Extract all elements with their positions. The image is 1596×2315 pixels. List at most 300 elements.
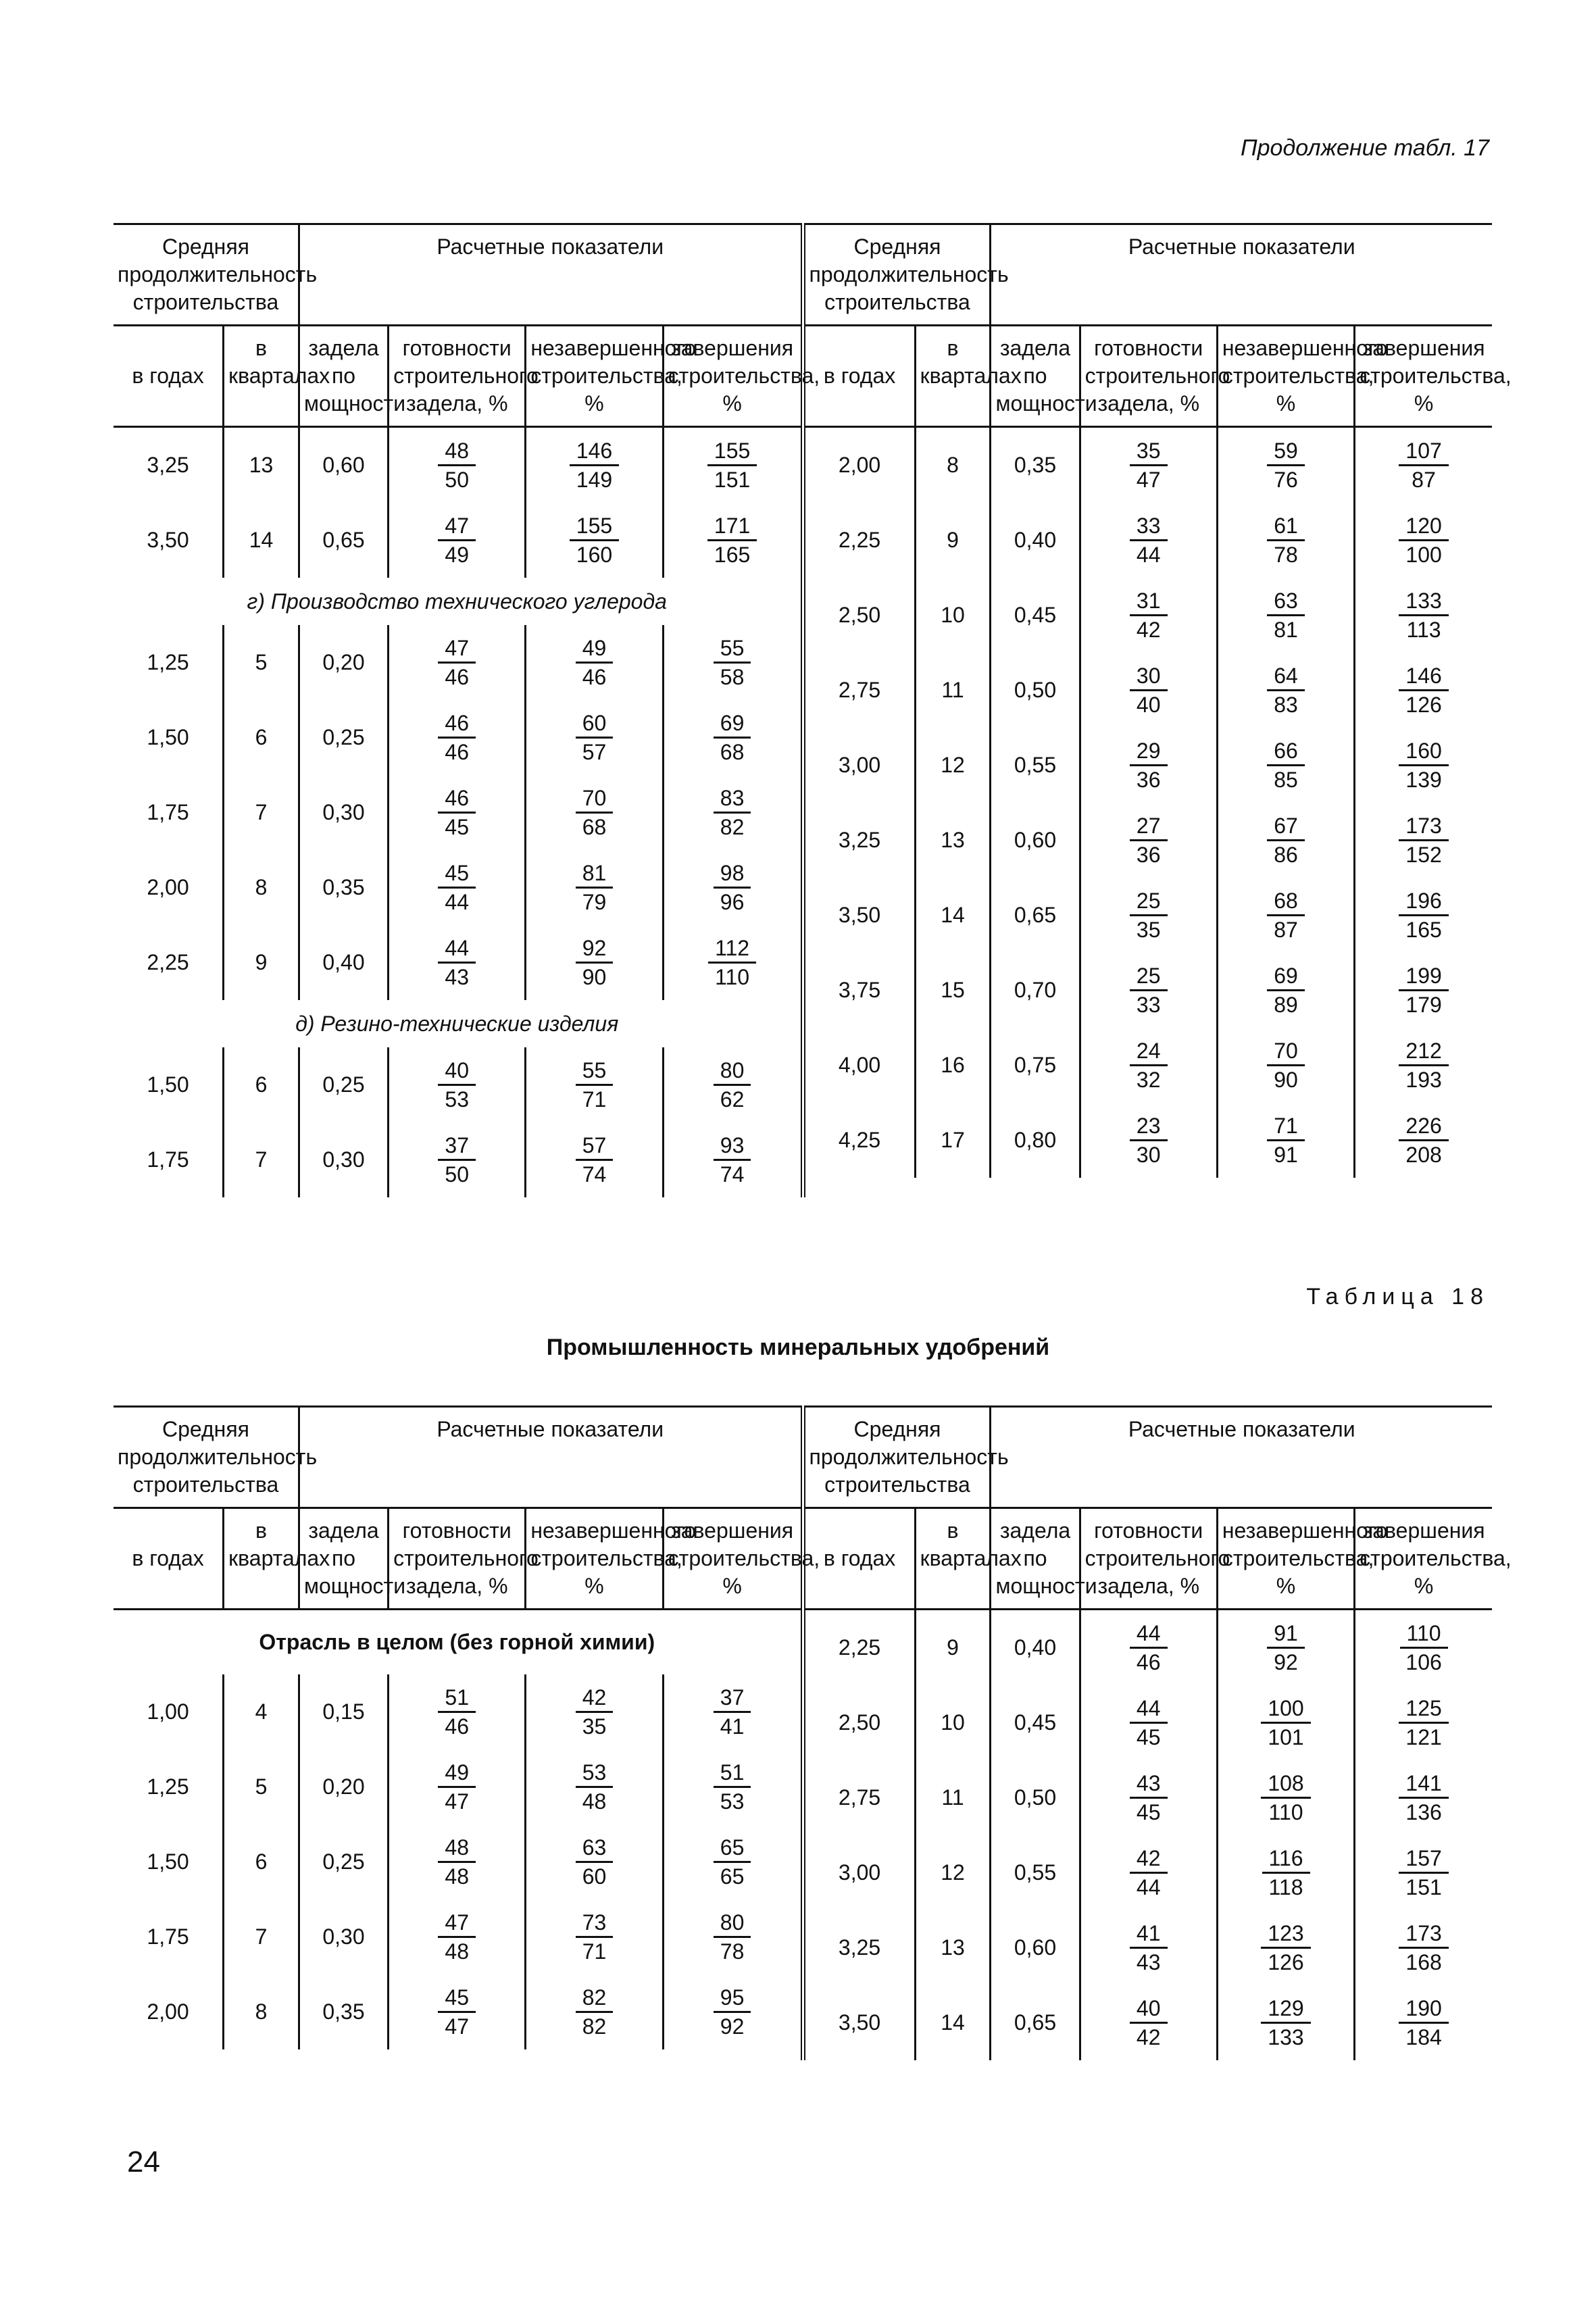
cell-years: 1,00 [147,1699,189,1724]
readiness-fraction-numerator: 44 [1130,1620,1168,1649]
cell-years: 1,50 [147,1849,189,1874]
incomplete-fraction-numerator: 155 [570,512,619,541]
completion-fraction-denominator: 92 [720,2014,745,2039]
incomplete-fraction-denominator: 48 [582,1789,607,1814]
header-completion: завершения строительства, % [663,326,800,427]
readiness-fraction-numerator: 31 [1130,587,1168,616]
cell-readiness [389,850,526,925]
readiness-fraction [438,1834,476,1890]
cell-quarters: 8 [915,428,991,503]
readiness-fraction-numerator: 30 [1130,662,1168,691]
cell-readiness [1080,1028,1217,1103]
header-quarters: в кварталах [224,326,299,427]
cell-quarters: 13 [224,428,299,503]
cell-completion [663,700,800,775]
incomplete-fraction-numerator: 92 [576,935,614,964]
cell-readiness [1080,503,1217,578]
header-row-1 [114,1407,801,1508]
incomplete-fraction-denominator: 81 [1274,618,1298,642]
cell-years: 3,00 [838,1860,881,1885]
cell-years: 1,75 [147,1147,189,1172]
cell-completion [663,1824,800,1899]
cell-capacity: 0,40 [991,1610,1080,1685]
left-half [114,223,820,1197]
cell-incomplete [526,1974,663,2049]
completion-fraction-numerator: 37 [714,1684,751,1713]
completion-fraction [1399,812,1448,868]
cell-incomplete [526,700,663,775]
cell-incomplete [526,1749,663,1824]
readiness-fraction [1130,1920,1168,1976]
header-duration: Средняя продолжительность строительства [114,224,299,326]
section-title: д) Резино-технические изделия [295,1011,619,1036]
cell-incomplete [1217,1760,1354,1835]
table-row [805,878,1493,953]
header-incomplete: незавершенного строительства, % [1217,326,1354,427]
readiness-fraction-denominator: 36 [1136,768,1161,792]
readiness-fraction [1130,662,1168,718]
table-header [805,223,1512,428]
readiness-fraction-numerator: 49 [438,1759,476,1788]
readiness-fraction [438,634,476,691]
cell-capacity: 0,30 [299,1122,388,1197]
header-indicators: Расчетные показатели [991,1407,1492,1508]
cell-quarters: 14 [915,1985,991,2060]
cell-years: 1,25 [147,650,189,674]
cell-years: 3,25 [838,828,881,852]
table-body [805,1610,1493,2060]
completion-fraction [714,1834,751,1890]
cell-readiness [1080,1103,1217,1178]
cell-capacity: 0,75 [991,1028,1080,1103]
readiness-fraction-denominator: 50 [445,468,470,492]
right-half [803,1405,1512,2060]
incomplete-fraction-denominator: 60 [582,1864,607,1889]
header-row-1 [114,224,801,326]
incomplete-fraction [570,437,619,493]
cell-quarters: 7 [224,775,299,850]
incomplete-fraction [1267,662,1305,718]
readiness-fraction-denominator: 32 [1136,1068,1161,1092]
completion-fraction-numerator: 141 [1399,1770,1448,1799]
readiness-fraction-numerator: 27 [1130,812,1168,841]
incomplete-fraction [576,860,614,916]
header-row-1 [805,1407,1493,1508]
incomplete-fraction [576,1759,614,1815]
completion-fraction [1399,662,1448,718]
header-indicators: Расчетные показатели [299,1407,800,1508]
section-row [114,578,801,625]
cell-completion [1355,653,1492,728]
table-row [805,503,1493,578]
incomplete-fraction-denominator: 149 [576,468,613,492]
cell-completion [1355,503,1492,578]
completion-fraction [707,437,757,493]
completion-fraction-numerator: 155 [707,437,757,466]
cell-years: 1,50 [147,1072,189,1097]
cell-readiness [1080,428,1217,503]
incomplete-fraction-numerator: 91 [1267,1620,1305,1649]
table-body [114,428,801,1197]
completion-fraction [1399,737,1448,793]
header-incomplete: незавершенного строительства, % [1217,1508,1354,1610]
completion-fraction [714,1759,751,1815]
incomplete-fraction [1267,512,1305,568]
cell-quarters: 9 [915,1610,991,1685]
readiness-fraction-numerator: 40 [1130,1995,1168,2024]
incomplete-fraction [1261,1920,1310,1976]
header-row-2 [805,1508,1493,1610]
completion-fraction-numerator: 171 [707,512,757,541]
table-row [114,1674,801,1749]
header-duration: Средняя продолжительность строительства [114,1407,299,1508]
readiness-fraction-denominator: 45 [1136,1800,1161,1824]
cell-years: 2,75 [838,1785,881,1810]
section-title: Отрасль в целом (без горной химии) [259,1630,655,1654]
completion-fraction-numerator: 199 [1399,962,1448,991]
header-years: в годах [114,326,224,427]
cell-years: 3,25 [838,1935,881,1960]
header-capacity: задела по мощности [991,326,1080,427]
cell-quarters: 16 [915,1028,991,1103]
incomplete-fraction-numerator: 57 [576,1132,614,1161]
completion-fraction-denominator: 151 [1405,1875,1442,1899]
cell-incomplete [1217,653,1354,728]
cell-years: 3,50 [147,528,189,552]
incomplete-fraction [570,512,619,568]
completion-fraction-denominator: 82 [720,815,745,839]
cell-incomplete [1217,1685,1354,1760]
cell-capacity: 0,50 [991,1760,1080,1835]
cell-capacity: 0,25 [299,700,388,775]
cell-readiness [1080,803,1217,878]
cell-completion [1355,1910,1492,1985]
cell-completion [663,1974,800,2049]
incomplete-fraction [576,634,614,691]
completion-fraction-denominator: 74 [720,1162,745,1187]
table-row [114,1974,801,2049]
completion-fraction-denominator: 168 [1405,1950,1442,1974]
incomplete-fraction-denominator: 68 [582,815,607,839]
completion-fraction [1399,437,1448,493]
header-readiness: готовности строительного задела, % [1080,326,1217,427]
incomplete-fraction-denominator: 85 [1274,768,1298,792]
completion-fraction-numerator: 157 [1399,1845,1448,1874]
completion-fraction [714,1984,751,2040]
readiness-fraction [1130,1620,1168,1676]
readiness-fraction-denominator: 36 [1136,843,1161,867]
completion-fraction-denominator: 58 [720,665,745,689]
incomplete-fraction [1267,1112,1305,1168]
header-indicators: Расчетные показатели [299,224,800,326]
readiness-fraction [438,1984,476,2040]
cell-completion [1355,953,1492,1028]
header-duration: Средняя продолжительность строительства [805,224,991,326]
completion-fraction [714,1057,751,1113]
cell-years: 4,25 [838,1128,881,1152]
completion-fraction [714,710,751,766]
readiness-fraction-denominator: 45 [1136,1725,1161,1749]
readiness-fraction-denominator: 47 [445,2014,470,2039]
incomplete-fraction [1261,1995,1310,2051]
readiness-fraction-denominator: 48 [445,1939,470,1964]
cell-quarters: 5 [224,625,299,700]
cell-quarters: 8 [224,850,299,925]
cell-readiness [389,1674,526,1749]
readiness-fraction [438,710,476,766]
readiness-fraction-numerator: 44 [1130,1695,1168,1724]
table-row [805,1685,1493,1760]
incomplete-fraction-numerator: 55 [576,1057,614,1086]
table-row [805,1910,1493,1985]
incomplete-fraction-numerator: 66 [1267,737,1305,766]
cell-incomplete [1217,1985,1354,2060]
incomplete-fraction-denominator: 110 [1268,1800,1303,1824]
cell-incomplete [526,925,663,1000]
cell-readiness [389,700,526,775]
incomplete-fraction-numerator: 81 [576,860,614,889]
table-18 [114,1405,1512,2060]
incomplete-fraction [1261,1695,1310,1751]
cell-capacity: 0,35 [299,1974,388,2049]
cell-quarters: 11 [915,1760,991,1835]
incomplete-fraction-denominator: 101 [1268,1725,1304,1749]
completion-fraction-numerator: 196 [1399,887,1448,916]
cell-completion [1355,878,1492,953]
completion-fraction-numerator: 110 [1400,1620,1448,1649]
completion-fraction-denominator: 193 [1405,1068,1442,1092]
readiness-fraction-numerator: 25 [1130,887,1168,916]
cell-readiness [389,625,526,700]
table-body [114,1610,801,2049]
completion-fraction [1399,887,1448,943]
readiness-fraction-numerator: 33 [1130,512,1168,541]
cell-completion [663,625,800,700]
completion-fraction [714,634,751,691]
readiness-fraction [438,1684,476,1740]
table-header [114,1405,820,1610]
readiness-fraction-denominator: 43 [445,965,470,989]
incomplete-fraction-numerator: 70 [576,785,614,814]
completion-fraction [1399,1770,1448,1826]
incomplete-fraction-denominator: 90 [582,965,607,989]
incomplete-fraction-numerator: 53 [576,1759,614,1788]
cell-capacity: 0,20 [299,1749,388,1824]
cell-quarters: 4 [224,1674,299,1749]
completion-fraction-denominator: 96 [720,890,745,914]
table-row [114,775,801,850]
cell-quarters: 6 [224,1824,299,1899]
cell-incomplete [526,1047,663,1122]
readiness-fraction [1130,962,1168,1018]
readiness-fraction [1130,437,1168,493]
header-incomplete: незавершенного строительства, % [526,1508,663,1610]
cell-capacity: 0,35 [299,850,388,925]
incomplete-fraction [576,1684,614,1740]
readiness-fraction-denominator: 47 [445,1789,470,1814]
cell-quarters: 13 [915,1910,991,1985]
cell-capacity: 0,70 [991,953,1080,1028]
incomplete-fraction-denominator: 126 [1268,1950,1304,1974]
cell-quarters: 6 [224,1047,299,1122]
readiness-fraction-numerator: 51 [438,1684,476,1713]
table-header [114,223,820,428]
cell-quarters: 9 [915,503,991,578]
readiness-fraction-numerator: 47 [438,634,476,664]
cell-readiness [389,775,526,850]
cell-capacity: 0,25 [299,1047,388,1122]
split-table [114,223,1512,1197]
cell-capacity: 0,65 [991,878,1080,953]
cell-capacity: 0,15 [299,1674,388,1749]
readiness-fraction-denominator: 47 [1136,468,1161,492]
readiness-fraction-numerator: 46 [438,785,476,814]
incomplete-fraction-numerator: 67 [1267,812,1305,841]
header-years: в годах [805,326,916,427]
incomplete-fraction-numerator: 69 [1267,962,1305,991]
readiness-fraction [1130,1037,1168,1093]
cell-incomplete [526,625,663,700]
readiness-fraction-numerator: 48 [438,437,476,466]
incomplete-fraction [1267,812,1305,868]
completion-fraction [1399,1995,1448,2051]
completion-fraction-numerator: 160 [1399,737,1448,766]
cell-incomplete [1217,1028,1354,1103]
cell-quarters: 9 [224,925,299,1000]
readiness-fraction [438,935,476,991]
incomplete-fraction [576,1834,614,1890]
cell-readiness [1080,1610,1217,1685]
readiness-fraction-numerator: 46 [438,710,476,739]
cell-completion [663,1122,800,1197]
incomplete-fraction [576,1057,614,1113]
readiness-fraction [438,1909,476,1965]
cell-years: 2,25 [838,528,881,552]
cell-completion [663,428,800,503]
incomplete-fraction [576,710,614,766]
incomplete-fraction [1261,1770,1310,1826]
completion-fraction-denominator: 208 [1405,1143,1442,1167]
cell-years: 1,50 [147,725,189,749]
incomplete-fraction-denominator: 57 [582,740,607,764]
incomplete-fraction-denominator: 87 [1274,918,1298,942]
table-row [805,578,1493,653]
cell-completion [1355,1985,1492,2060]
completion-fraction-numerator: 83 [714,785,751,814]
header-capacity: задела по мощности [299,1508,388,1610]
cell-capacity: 0,35 [991,428,1080,503]
completion-fraction [1399,1845,1448,1901]
completion-fraction [714,1684,751,1740]
table-row [114,1824,801,1899]
cell-capacity: 0,40 [991,503,1080,578]
completion-fraction-denominator: 106 [1405,1650,1442,1674]
table-row [805,803,1493,878]
completion-fraction-numerator: 80 [714,1057,751,1086]
table-row [805,653,1493,728]
cell-incomplete [526,775,663,850]
readiness-fraction-denominator: 50 [445,1162,470,1187]
cell-incomplete [1217,578,1354,653]
readiness-fraction-denominator: 48 [445,1864,470,1889]
readiness-fraction-numerator: 35 [1130,437,1168,466]
incomplete-fraction-numerator: 63 [576,1834,614,1863]
cell-readiness [389,1974,526,2049]
cell-incomplete [1217,803,1354,878]
cell-years: 3,25 [147,453,189,477]
cell-years: 2,00 [147,875,189,899]
cell-quarters: 10 [915,1685,991,1760]
readiness-fraction-denominator: 40 [1136,693,1161,717]
cell-incomplete [1217,1910,1354,1985]
incomplete-fraction [1267,887,1305,943]
completion-fraction-denominator: 110 [715,965,750,989]
cell-incomplete [526,1824,663,1899]
cell-years: 2,50 [838,1710,881,1735]
readiness-fraction-denominator: 45 [445,815,470,839]
cell-quarters: 6 [224,700,299,775]
cell-readiness [389,428,526,503]
page-header: Продолжение табл. 17 [1241,135,1489,161]
incomplete-fraction-numerator: 60 [576,710,614,739]
incomplete-fraction-denominator: 76 [1274,468,1298,492]
cell-incomplete [526,850,663,925]
completion-fraction-denominator: 113 [1406,618,1441,642]
table-18-label: Таблица 18 [1306,1284,1489,1310]
cell-completion [1355,1835,1492,1910]
cell-capacity: 0,65 [991,1985,1080,2060]
section-title: г) Производство технического углерода [247,589,667,614]
completion-fraction-denominator: 126 [1405,693,1442,717]
cell-years: 3,75 [838,978,881,1002]
completion-fraction-denominator: 121 [1405,1725,1442,1749]
table-row [805,1760,1493,1835]
header-duration: Средняя продолжительность строительства [805,1407,991,1508]
readiness-fraction [1130,512,1168,568]
table-17-continuation [114,223,1512,1197]
table-row [114,625,801,700]
completion-fraction-numerator: 55 [714,634,751,664]
incomplete-fraction-denominator: 89 [1274,993,1298,1017]
readiness-fraction-numerator: 23 [1130,1112,1168,1141]
cell-completion [1355,1028,1492,1103]
incomplete-fraction-denominator: 71 [582,1087,607,1112]
readiness-fraction-numerator: 45 [438,1984,476,2013]
completion-fraction-denominator: 139 [1405,768,1442,792]
readiness-fraction [1130,887,1168,943]
incomplete-fraction-denominator: 46 [582,665,607,689]
header-readiness: готовности строительного задела, % [389,1508,526,1610]
table-body [805,428,1493,1178]
incomplete-fraction-numerator: 49 [576,634,614,664]
readiness-fraction-denominator: 53 [445,1087,470,1112]
completion-fraction-numerator: 80 [714,1909,751,1938]
completion-fraction-numerator: 226 [1399,1112,1448,1141]
readiness-fraction [438,860,476,916]
incomplete-fraction-denominator: 82 [582,2014,607,2039]
incomplete-fraction-denominator: 83 [1274,693,1298,717]
table-row [114,850,801,925]
completion-fraction-numerator: 125 [1399,1695,1448,1724]
cell-capacity: 0,60 [991,1910,1080,1985]
completion-fraction-numerator: 173 [1399,812,1448,841]
cell-incomplete [1217,728,1354,803]
header-row-2 [114,1508,801,1610]
header-quarters: в кварталах [915,1508,991,1610]
header-readiness: готовности строительного задела, % [1080,1508,1217,1610]
incomplete-fraction-numerator: 64 [1267,662,1305,691]
incomplete-fraction-denominator: 92 [1274,1650,1298,1674]
